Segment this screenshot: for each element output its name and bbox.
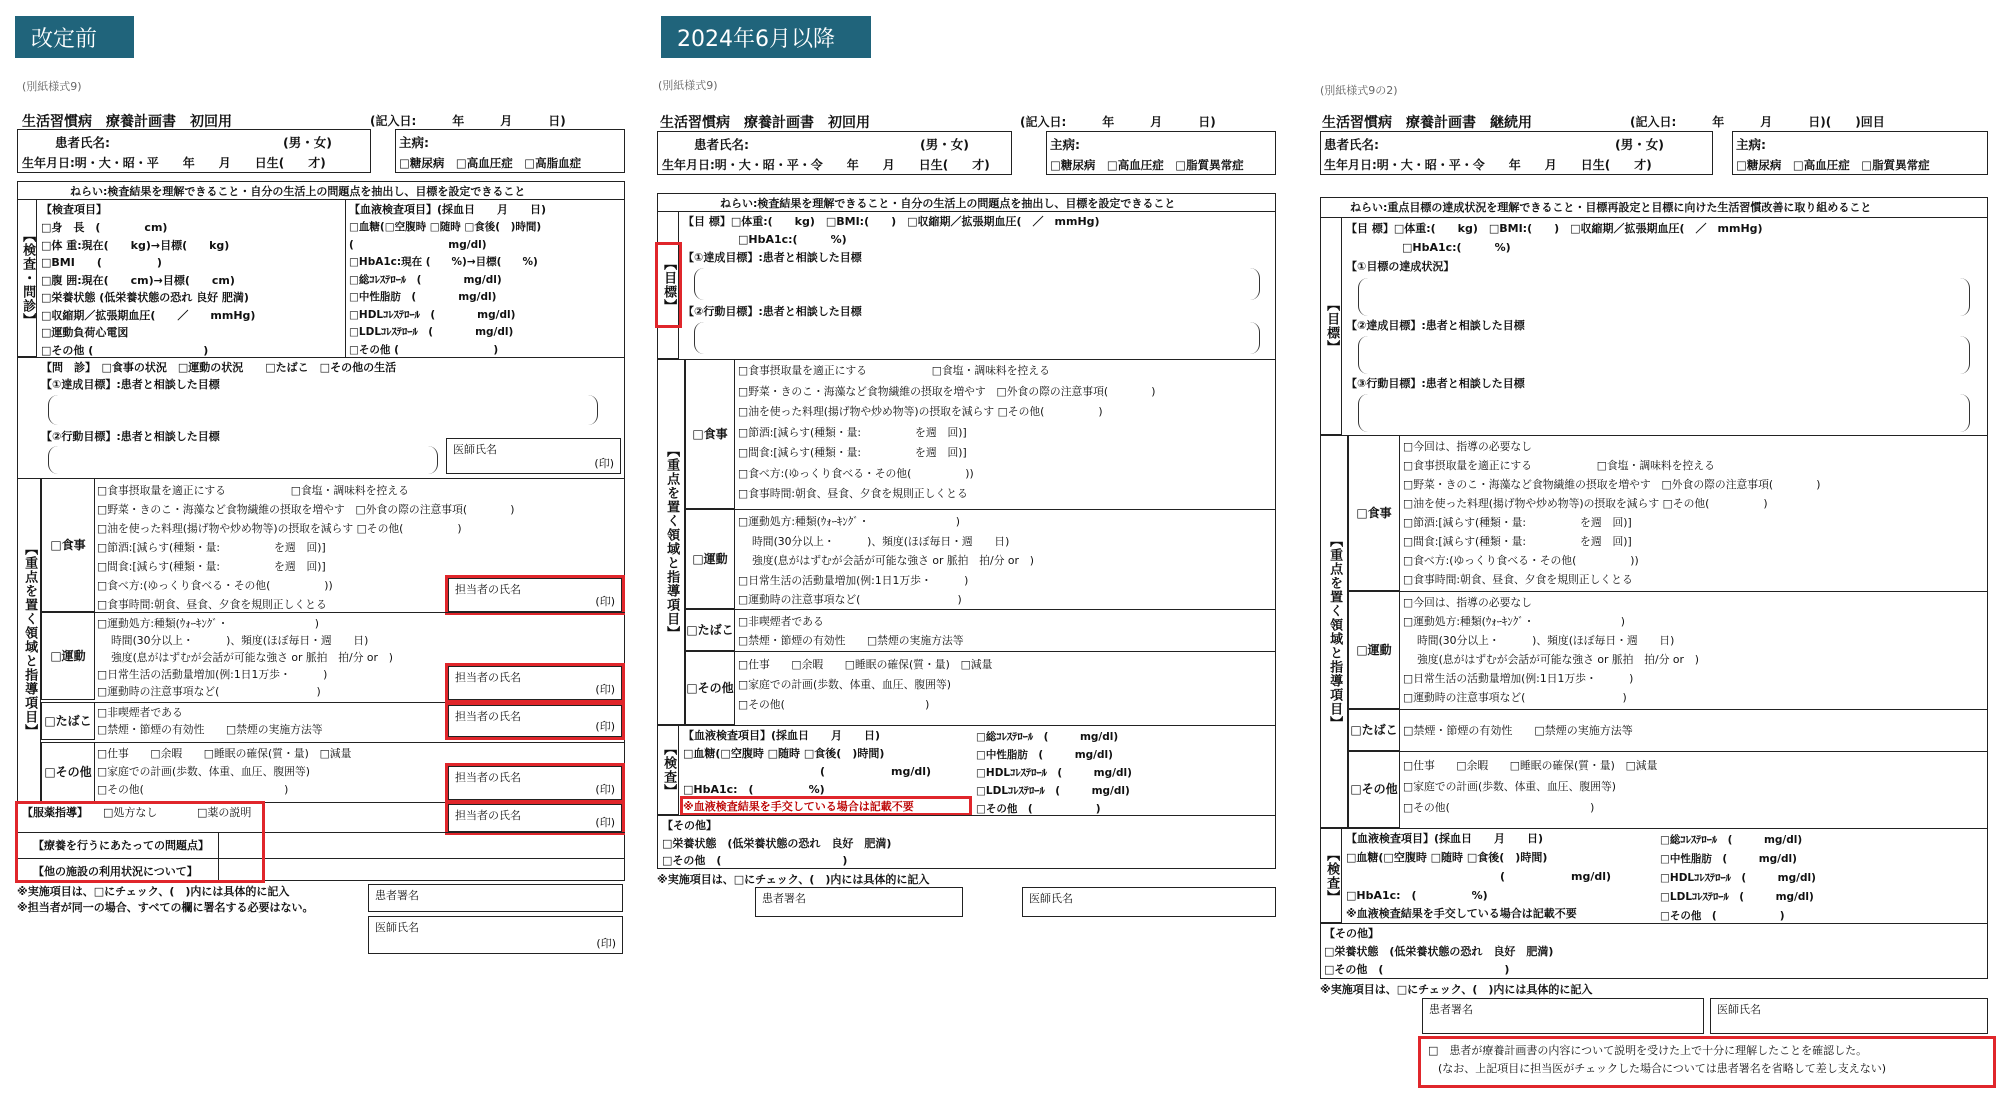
goal3-label: 【③行動目標】:患者と相談した目標 xyxy=(1346,377,1525,390)
blood-handout-note: ※血液検査結果を手交している場合は記載不要 xyxy=(1346,907,1577,920)
patient-signature-box: 患者署名 xyxy=(1422,998,1704,1034)
exercise-item: 時間(30分以上・ )、頻度(ほぼ毎日・週 日) xyxy=(752,534,1010,548)
tobacco-label: □たばこ xyxy=(1348,709,1400,751)
other-new-nutrition: □栄養状態 (低栄養状態の恐れ 良好 肥満) xyxy=(662,837,892,850)
blood-item: □総ｺﾚｽﾃﾛｰﾙ ( mg/dl) xyxy=(349,273,502,286)
goal1-bracket xyxy=(694,268,1260,300)
diet-item: □食べ方:(ゆっくり食べる・その他( )) xyxy=(1403,554,1639,567)
chol-item: □総ｺﾚｽﾃﾛｰﾙ ( mg/dl) xyxy=(976,731,1119,743)
diet-list xyxy=(738,361,1156,505)
goal-side-label: 【目標】 xyxy=(657,211,679,359)
exercise-item: □運動処方:種類(ｳｫｰｷﾝｸﾞ・ ) xyxy=(1403,615,1626,628)
other-item: □仕事 □余暇 □睡眠の確保(質・量) □減量 xyxy=(97,747,352,760)
other-new-other: □その他 ( ) xyxy=(1324,963,1510,976)
patient-dob: 生年月日:明・大・昭・平・令 年 月 日生( 才) xyxy=(662,158,990,172)
disease-label: 主病: xyxy=(1050,137,1080,152)
other-new-head: 【その他】 xyxy=(1324,927,1379,940)
patient-sex: (男・女) xyxy=(1615,137,1664,152)
chol-item: □その他 ( ) xyxy=(1660,910,1785,922)
exam-item: □収縮期／拡張期血圧( ／ mmHg) xyxy=(41,308,256,322)
other-item: □家庭での計画(歩数、体重、血圧、腹囲等) xyxy=(97,765,310,778)
exercise-item: □今回は、指導の必要なし xyxy=(1403,596,1532,609)
blood-handout-note: ※血液検査結果を手交している場合は記載不要 xyxy=(683,800,914,813)
diet-item: □油を使った料理(揚げ物や炒め物等)の摂取を減らす □その他( ) xyxy=(1403,497,1768,510)
diet-item: □間食:[減らす(種類・量: を週 回)] xyxy=(738,446,967,459)
chol-item: □中性脂肪 ( mg/dl) xyxy=(976,749,1113,761)
highlight-staff-diet xyxy=(445,575,625,615)
goal2-bracket xyxy=(48,446,438,474)
note-same-staff: ※担当者が同一の場合、すべての欄に署名する必要はない。 xyxy=(17,901,314,914)
other-list xyxy=(738,655,992,715)
interview-head: 【問 診】 □食事の状況 □運動の状況 □たばこ □その他の生活 xyxy=(41,361,397,374)
tobacco-item: □非喫煙者である xyxy=(738,615,824,628)
diet-item: □油を使った料理(揚げ物や炒め物等)の摂取を減らす □その他( ) xyxy=(738,405,1103,418)
diet-item: □食事摂取量を適正にする □食塩・調味料を控える xyxy=(738,364,1050,377)
patient-signature-box: 患者署名 xyxy=(368,884,623,912)
other-label: □その他 xyxy=(41,742,95,802)
diet-item: □今回は、指導の必要なし xyxy=(1403,440,1532,453)
staff-sign-medication: 担当者の氏名 (印) xyxy=(448,804,622,832)
goal1-label: 【①達成目標】:患者と相談した目標 xyxy=(41,378,220,391)
doctor-name-box: 医師氏名 (印) xyxy=(446,438,621,474)
blood-hba1c: □HbA1c: ( %) xyxy=(683,783,825,796)
other-item: □家庭での計画(歩数、体重、血圧、腹囲等) xyxy=(1403,780,1616,793)
other-item: □その他( ) xyxy=(1403,801,1595,814)
diet-item: □食事摂取量を適正にする □食塩・調味料を控える xyxy=(97,484,409,497)
highlight-staff-exercise xyxy=(445,663,625,703)
rule xyxy=(1348,751,1988,752)
highlight-staff-other xyxy=(445,763,625,803)
exercise-label: □運動 xyxy=(1348,591,1400,709)
diet-item: □油を使った料理(揚げ物や炒め物等)の摂取を減らす □その他( ) xyxy=(97,522,462,535)
exam-side-label: 【検査】 xyxy=(657,725,679,815)
exercise-item: □運動時の注意事項など( ) xyxy=(1403,691,1627,704)
other-label: □その他 xyxy=(685,651,735,725)
chol-list xyxy=(976,728,1132,818)
highlight-consent xyxy=(1418,1036,1996,1088)
exam-item: □栄養状態 (低栄養状態の恐れ 良好 肥満) xyxy=(41,291,249,304)
consent-line: (なお、上記項目に担当医がチェックした場合については患者署名を省略して差し支えない) xyxy=(1438,1062,1887,1075)
other-item: □その他( ) xyxy=(97,783,289,796)
blood-item: □その他 ( ) xyxy=(349,343,499,356)
highlight-medication-section xyxy=(15,801,265,883)
entry-date: (記入日: 年 月 日) xyxy=(370,114,566,128)
other-label: □その他 xyxy=(1348,751,1400,828)
disease-options: □糖尿病 □高血圧症 □高脂血症 xyxy=(399,156,582,170)
form-new-initial xyxy=(650,0,1290,1100)
patient-dob: 生年月日:明・大・昭・平・令 年 月 日生( 才) xyxy=(1324,158,1652,172)
chol-item: □総ｺﾚｽﾃﾛｰﾙ ( mg/dl) xyxy=(1660,834,1803,846)
rule xyxy=(685,509,1276,510)
diet-item: □食事摂取量を適正にする □食塩・調味料を控える xyxy=(1403,459,1715,472)
exercise-list xyxy=(738,512,1034,610)
diet-item: □間食:[減らす(種類・量: を週 回)] xyxy=(97,560,326,573)
rule xyxy=(1320,217,1988,218)
note-implementation: ※実施項目は、□にチェック、( )内には具体的に記入 xyxy=(1320,983,1593,996)
exam-item: □体 重:現在( kg)→目標( kg) xyxy=(41,238,230,252)
exam-head: 【検査項目】 xyxy=(41,203,107,216)
exercise-item: □運動処方:種類(ｳｫｰｷﾝｸﾞ・ ) xyxy=(97,617,320,630)
other-new-nutrition: □栄養状態 (低栄養状態の恐れ 良好 肥満) xyxy=(1324,945,1554,958)
goal1-bracket xyxy=(1358,278,1970,316)
exam-item: □腹 囲:現在( cm)→目標( cm) xyxy=(41,273,235,287)
exam-side-label: 【検査】 xyxy=(1320,828,1342,923)
rule xyxy=(17,199,625,200)
diet-item: □食べ方:(ゆっくり食べる・その他( )) xyxy=(738,466,974,480)
doctor-name-box: 医師氏名 xyxy=(1710,998,1988,1034)
goal-line1: 【目 標】□体重:( kg) □BMI:( ) □収縮期／拡張期血圧( ／ mmHg) xyxy=(683,215,1100,228)
disease-options: □糖尿病 □高血圧症 □脂質異常症 xyxy=(1736,158,1930,172)
tobacco-list xyxy=(738,612,964,650)
staff-sign-tobacco: 担当者の氏名 (印) xyxy=(448,705,622,737)
blood-item: □血糖(□空腹時 □随時 □食後( )時間) xyxy=(349,221,542,233)
exercise-item: □運動時の注意事項など( ) xyxy=(738,593,962,606)
exam-item: □運動負荷心電図 xyxy=(41,326,129,339)
exam-list xyxy=(41,219,255,359)
diet-item: □食事時間:朝食、昼食、夕食を規則正しくとる xyxy=(738,487,968,500)
patient-name-label: 患者氏名: xyxy=(55,135,110,150)
rule xyxy=(657,815,1276,816)
goal-line2: □HbA1c:( %) xyxy=(738,233,847,246)
medication-none: □処方なし xyxy=(103,806,158,819)
exercise-item: □日常生活の活動量増加(例:1日1万歩・ ) xyxy=(97,668,328,681)
chol-item: □HDLｺﾚｽﾃﾛｰﾙ ( mg/dl) xyxy=(976,767,1132,779)
diet-list xyxy=(1403,437,1821,589)
blood-item: □LDLｺﾚｽﾃﾛｰﾙ ( mg/dl) xyxy=(349,326,514,338)
other-list xyxy=(1403,755,1657,818)
rule xyxy=(17,357,625,358)
exercise-item: □日常生活の活動量増加(例:1日1万歩・ ) xyxy=(1403,672,1634,685)
rule xyxy=(657,359,1276,360)
goal2-label: 【②行動目標】:患者と相談した目標 xyxy=(683,305,862,318)
chol-item: □LDLｺﾚｽﾃﾛｰﾙ ( mg/dl) xyxy=(976,785,1130,797)
diet-label: □食事 xyxy=(1348,435,1400,591)
badge-after-june-2024: 2024年6月以降 xyxy=(661,16,871,58)
blood-head: 【血液検査項目】(採血日 月 日) xyxy=(349,203,547,216)
rule xyxy=(1320,828,1988,829)
exercise-item: 強度(息がはずむが会話が可能な強さ or 脈拍 拍/分 or ) xyxy=(752,554,1034,567)
aim-text: ねらい:検査結果を理解できること・自分の生活上の問題点を抽出し、目標を設定できること xyxy=(70,185,526,198)
goal2-label: 【②達成目標】:患者と相談した目標 xyxy=(1346,319,1525,332)
exam-divider xyxy=(345,199,346,357)
highlight-blood-note xyxy=(680,796,972,816)
blood-item: □HbA1c:現在 ( %)→目標( %) xyxy=(349,256,538,268)
blood-glucose-value: ( mg/dl) xyxy=(1500,870,1612,883)
rule xyxy=(657,725,1276,726)
exam-item: □身 長 ( cm) xyxy=(41,221,168,234)
patient-sex: (男・女) xyxy=(920,137,969,152)
goal1-label: 【①達成目標】:患者と相談した目標 xyxy=(683,251,862,264)
other-item: □家庭での計画(歩数、体重、血圧、腹囲等) xyxy=(738,678,951,691)
diet-item: □野菜・きのこ・海藻など食物繊維の摂取を増やす □外食の際の注意事項( ) xyxy=(738,384,1156,398)
form-title: 生活習慣病 療養計画書 初回用 xyxy=(22,114,232,130)
other-facility-head: 【他の施設の利用状況について】 xyxy=(33,865,198,878)
exercise-label: □運動 xyxy=(685,509,735,609)
patient-dob: 生年月日:明・大・昭・平 年 月 日生( 才) xyxy=(22,156,326,170)
exam-side-label: 【検査・問診】 xyxy=(17,199,37,357)
aim-text: ねらい:重点目標の達成状況を理解できること・目標再設定と目標に向けた生活習慣改善に取り組めること xyxy=(1350,201,1872,214)
exercise-item: 時間(30分以上・ )、頻度(ほぼ毎日・週 日) xyxy=(111,634,369,647)
goal3-bracket xyxy=(1358,394,1970,432)
note-implementation: ※実施項目は、□にチェック、( )内には具体的に記入 xyxy=(657,873,930,886)
goal2-bracket xyxy=(1358,336,1970,374)
disease-label: 主病: xyxy=(1736,137,1766,152)
tobacco-list xyxy=(97,704,323,738)
diet-label: □食事 xyxy=(685,359,735,509)
patient-sex: (男・女) xyxy=(283,135,332,150)
other-item: □仕事 □余暇 □睡眠の確保(質・量) □減量 xyxy=(1403,759,1658,772)
exercise-item: □日常生活の活動量増加(例:1日1万歩・ ) xyxy=(738,573,969,587)
goal2-label: 【②行動目標】:患者と相談した目標 xyxy=(41,430,220,443)
tobacco-label: □たばこ xyxy=(685,609,735,651)
patient-name-label: 患者氏名: xyxy=(694,137,749,152)
other-list xyxy=(97,745,351,799)
goal1-bracket xyxy=(48,395,598,425)
exam-item: □その他 ( ) xyxy=(41,343,209,357)
form-title: 生活習慣病 療養計画書 継続用 xyxy=(1322,115,1532,131)
form-old-initial xyxy=(0,0,640,1100)
diet-item: □食事時間:朝食、昼食、夕食を規則正しくとる xyxy=(97,598,327,611)
blood-glucose-value: ( mg/dl) xyxy=(820,765,932,778)
tobacco-item: □禁煙・節煙の有効性 □禁煙の実施方法等 xyxy=(738,634,964,647)
goal-line1: 【目 標】□体重:( kg) □BMI:( ) □収縮期／拡張期血圧( ／ mmHg) xyxy=(1346,222,1763,235)
tobacco-item: □禁煙・節煙の有効性 □禁煙の実施方法等 xyxy=(1403,724,1633,737)
goal2-bracket xyxy=(694,322,1260,354)
focus-side-label: 【重点を置く領域と指導項目】 xyxy=(657,359,685,725)
highlight-staff-tobacco xyxy=(445,702,625,740)
badge-before-revision: 改定前 xyxy=(15,16,134,58)
blood-head: 【血液検査項目】(採血日 月 日) xyxy=(1346,832,1544,845)
focus-side-label: 【重点を置く領域と指導項目】 xyxy=(1320,435,1348,828)
rule xyxy=(41,612,625,613)
aim-text: ねらい:検査結果を理解できること・自分の生活上の問題点を抽出し、目標を設定できること xyxy=(720,197,1176,210)
diet-item: □野菜・きのこ・海藻など食物繊維の摂取を増やす □外食の際の注意事項( ) xyxy=(1403,478,1821,491)
tobacco-item: □禁煙・節煙の有効性 □禁煙の実施方法等 xyxy=(97,723,323,736)
exercise-item: 時間(30分以上・ )、頻度(ほぼ毎日・週 日) xyxy=(1417,634,1675,647)
exercise-item: 強度(息がはずむが会話が可能な強さ or 脈拍 拍/分 or ) xyxy=(111,651,393,664)
patient-name-label: 患者氏名: xyxy=(1324,137,1379,152)
form-id: (別紙様式9) xyxy=(658,79,718,92)
highlight-staff-medication xyxy=(445,801,625,835)
form-new-continuation xyxy=(1310,0,2000,1100)
diet-item: □節酒:[減らす(種類・量: を週 回)] xyxy=(1403,516,1632,529)
exercise-list xyxy=(97,615,393,700)
goal-side-label: 【目標】 xyxy=(1320,217,1342,435)
blood-item: ( mg/dl) xyxy=(349,238,487,251)
care-points-head: 【療養を行うにあたっての問題点】 xyxy=(33,839,209,852)
diet-item: □節酒:[減らす(種類・量: を週 回)] xyxy=(97,541,326,554)
exercise-item: □運動処方:種類(ｳｫｰｷﾝｸﾞ・ ) xyxy=(738,515,961,528)
diet-item: □食事時間:朝食、昼食、夕食を規則正しくとる xyxy=(1403,573,1633,586)
entry-date: (記入日: 年 月 日) xyxy=(1020,115,1216,129)
other-item: □仕事 □余暇 □睡眠の確保(質・量) □減量 xyxy=(738,658,993,671)
staff-sign-other: 担当者の氏名 (印) xyxy=(448,766,622,800)
medication-head: 【服薬指導】 xyxy=(22,806,88,819)
exercise-label: □運動 xyxy=(41,612,95,700)
focus-side-label: 【重点を置く領域と指導項目】 xyxy=(17,478,41,802)
chol-item: □その他 ( ) xyxy=(976,803,1101,815)
blood-list xyxy=(349,219,541,359)
rule xyxy=(1348,591,1988,592)
blood-hba1c: □HbA1c: ( %) xyxy=(1346,889,1488,902)
exercise-item: 強度(息がはずむが会話が可能な強さ or 脈拍 拍/分 or ) xyxy=(1417,653,1699,666)
rule xyxy=(1348,709,1988,710)
form-id: (別紙様式9の2) xyxy=(1320,84,1398,97)
chol-list xyxy=(1660,831,1816,926)
chol-item: □中性脂肪 ( mg/dl) xyxy=(1660,853,1797,865)
disease-options: □糖尿病 □高血圧症 □脂質異常症 xyxy=(1050,158,1244,172)
rule xyxy=(1320,923,1988,924)
rule xyxy=(17,478,625,479)
goal-line2: □HbA1c:( %) xyxy=(1402,241,1511,254)
blood-glucose: □血糖(□空腹時 □随時 □食後( )時間) xyxy=(683,747,885,760)
doctor-signature-box: 医師氏名 (印) xyxy=(368,916,623,954)
rule xyxy=(685,609,1276,610)
goal-achievement-label: 【①目標の達成状況】 xyxy=(1346,260,1455,273)
medication-explain: □薬の説明 xyxy=(197,806,252,819)
patient-signature-box: 患者署名 xyxy=(755,887,963,917)
rule xyxy=(41,742,625,743)
entry-date: (記入日: 年 月 日)( )回目 xyxy=(1630,115,1885,129)
rule xyxy=(657,211,1276,212)
blood-item: □中性脂肪 ( mg/dl) xyxy=(349,291,497,303)
rule xyxy=(1320,435,1988,436)
other-item: □その他( ) xyxy=(738,698,930,711)
form-id: (別紙様式9) xyxy=(22,80,82,93)
consent-line: □ 患者が療養計画書の内容について説明を受けた上で十分に理解したことを確認した。 xyxy=(1428,1044,1868,1057)
exercise-item: □運動時の注意事項など( ) xyxy=(97,685,321,698)
doctor-name-box: 医師氏名 xyxy=(1022,887,1276,917)
other-new-head: 【その他】 xyxy=(662,819,717,832)
blood-item: □HDLｺﾚｽﾃﾛｰﾙ ( mg/dl) xyxy=(349,308,516,321)
diet-item: □食べ方:(ゆっくり食べる・その他( )) xyxy=(97,579,333,592)
staff-sign-exercise: 担当者の氏名 (印) xyxy=(448,666,622,700)
chol-item: □HDLｺﾚｽﾃﾛｰﾙ ( mg/dl) xyxy=(1660,872,1816,884)
staff-sign-diet: 担当者の氏名 (印) xyxy=(448,578,622,612)
chol-item: □LDLｺﾚｽﾃﾛｰﾙ ( mg/dl) xyxy=(1660,891,1814,903)
diet-item: □野菜・きのこ・海藻など食物繊維の摂取を増やす □外食の際の注意事項( ) xyxy=(97,503,515,516)
disease-label: 主病: xyxy=(399,135,429,150)
exam-item: □BMI ( ) xyxy=(41,256,162,269)
blood-glucose: □血糖(□空腹時 □随時 □食後( )時間) xyxy=(1346,851,1548,864)
other-new-other: □その他 ( ) xyxy=(662,854,848,867)
note-implementation: ※実施項目は、□にチェック、( )内には具体的に記入 xyxy=(17,885,290,898)
diet-item: □節酒:[減らす(種類・量: を週 回)] xyxy=(738,425,967,439)
highlight-goal-section xyxy=(655,242,682,328)
tobacco-item: □非喫煙者である xyxy=(97,706,183,719)
blood-head: 【血液検査項目】(採血日 月 日) xyxy=(683,729,881,742)
tobacco-label: □たばこ xyxy=(41,702,95,740)
form-title: 生活習慣病 療養計画書 初回用 xyxy=(660,115,870,131)
diet-item: □間食:[減らす(種類・量: を週 回)] xyxy=(1403,535,1632,548)
exercise-list xyxy=(1403,593,1699,707)
diet-label: □食事 xyxy=(41,478,95,612)
rule xyxy=(685,651,1276,652)
